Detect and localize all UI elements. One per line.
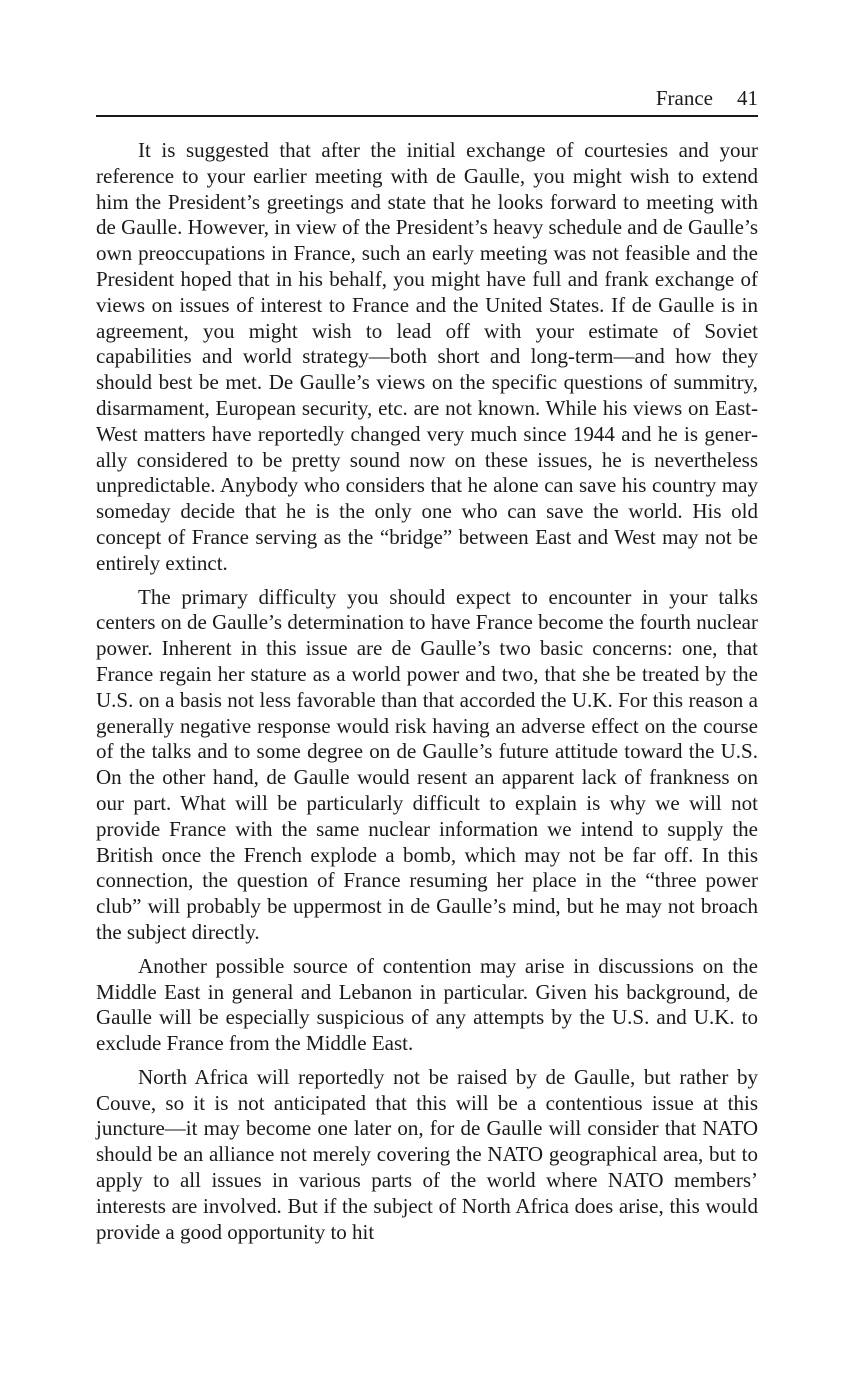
paragraph: Another possible source of contention may arise in discussions on the Middle East in general and Lebanon in particular. Given his background, de Gaulle will be especially suspicious of any attempts by the U.S. and U.K. to exclude France from the Middle East. [96,953,758,1056]
body-text [96,138,758,1245]
paragraph: North Africa will reportedly not be raised by de Gaulle, but rather by Couve, so it is not anticipated that this will be a contentious issue at this juncture—it may become one later on, for de Gaulle will consider that NATO should be an alliance not merely covering the NATO geographical area, but to apply to all issues in various parts of the world where NATO members’ interests are involved. But if the subject of North Africa does arise, this would provide a good opportunity to hit [96,1064,758,1244]
section-title: France [655,86,713,110]
page-number: 41 [737,86,758,110]
paragraph: It is suggested that after the initial exchange of courtesies and your reference to your earlier meeting with de Gaulle, you might wish to extend him the President’s greetings and state that he looks forward to meeting with de Gaulle. However, in view of the President’s heavy schedule and de Gaulle’s own preoccupations in France, such an early meeting was not feasible and the President hoped that in his behalf, you might have full and frank exchange of views on issues of interest to France and the United States. If de Gaulle is in agreement, you might wish to lead off with your estimate of Soviet capabilities and world strategy—both short and long-term—and how they should best be met. De Gaulle’s views on the specific questions of summitry, disarmament, European security, etc. are not known. While his views on East-West matters have reportedly changed very much since 1944 and he is generally considered to be pretty sound now on these issues, he is nevertheless unpredictable. Anybody who considers that he alone can save his country may someday decide that he is the only one who can save the world. His old concept of France serving as the “bridge” between East and West may not be entirely extinct. [96,138,758,575]
document-page [96,84,758,1253]
running-head [96,84,758,117]
paragraph: The primary difficulty you should expect to encounter in your talks centers on de Gaulle’s determination to have France become the fourth nuclear power. Inherent in this issue are de Gaulle’s two basic concerns: one, that France regain her stature as a world power and two, that she be treated by the U.S. on a basis not less favorable than that accorded the U.K. For this reason a generally negative response would risk having an adverse effect on the course of the talks and to some degree on de Gaulle’s future attitude toward the U.S. On the other hand, de Gaulle would resent an apparent lack of frankness on our part. What will be particularly difficult to explain is why we will not provide France with the same nuclear information we intend to supply the British once the French explode a bomb, which may not be far off. In this connection, the question of France resuming her place in the “three power club” will probably be uppermost in de Gaulle’s mind, but he may not broach the subject directly. [96,584,758,944]
